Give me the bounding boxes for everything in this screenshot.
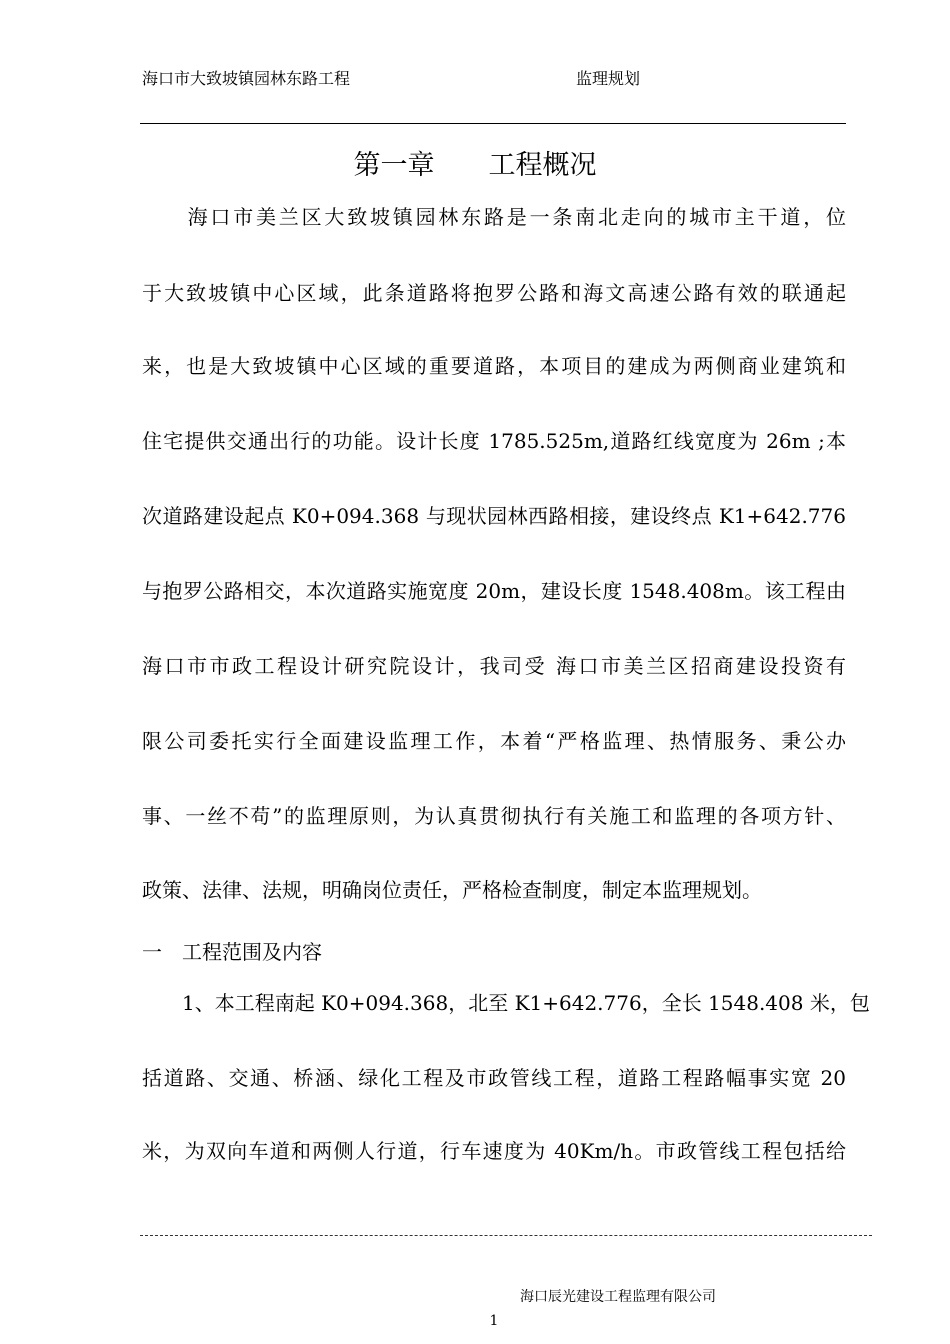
paragraph-line: 于大致坡镇中心区域，此条道路将抱罗公路和海文高速公路有效的联通起 [142,281,846,305]
footer-company-name: 海口辰光建设工程监理有限公司 [520,1289,716,1305]
paragraph-line: 次道路建设起点 K0+094.368 与现状园林西路相接，建设终点 K1+642.776 [142,504,846,528]
paragraph-line: 事、一丝不苟”的监理原则，为认真贯彻执行有关施工和监理的各项方针、 [142,804,846,828]
header-document-type: 监理规划 [576,69,641,88]
chapter-title: 第一章 工程概况 [353,150,597,181]
paragraph-line: 与抱罗公路相交，本次道路实施宽度 20m，建设长度 1548.408m。该工程由 [142,579,846,603]
footer-divider [140,1235,872,1236]
paragraph-line: 括道路、交通、桥涵、绿化工程及市政管线工程，道路工程路幅事实宽 20 [142,1066,846,1090]
header-divider [140,123,846,124]
header-project-name: 海口市大致坡镇园林东路工程 [142,69,351,88]
paragraph-line: 海口市市政工程设计研究院设计，我司受 海口市美兰区招商建设投资有 [142,654,846,678]
paragraph-line: 1、本工程南起 K0+094.368，北至 K1+642.776，全长 1548.408 米，包 [142,991,870,1015]
page-number: 1 [489,1313,499,1329]
section-heading: 一 工程范围及内容 [142,940,322,964]
paragraph-line: 米，为双向车道和两侧人行道，行车速度为 40Km/h。市政管线工程包括给 [142,1139,846,1163]
paragraph-line: 政策、法律、法规，明确岗位责任，严格检查制度，制定本监理规划。 [142,878,762,902]
paragraph-line: 住宅提供交通出行的功能。设计长度 1785.525m,道路红线宽度为 26m ;本 [142,429,846,453]
paragraph-line: 来，也是大致坡镇中心区域的重要道路，本项目的建成为两侧商业建筑和 [142,354,846,378]
paragraph-line: 海口市美兰区大致坡镇园林东路是一条南北走向的城市主干道，位 [142,205,846,229]
paragraph-line: 限公司委托实行全面建设监理工作，本着“严格监理、热情服务、秉公办 [142,729,846,753]
